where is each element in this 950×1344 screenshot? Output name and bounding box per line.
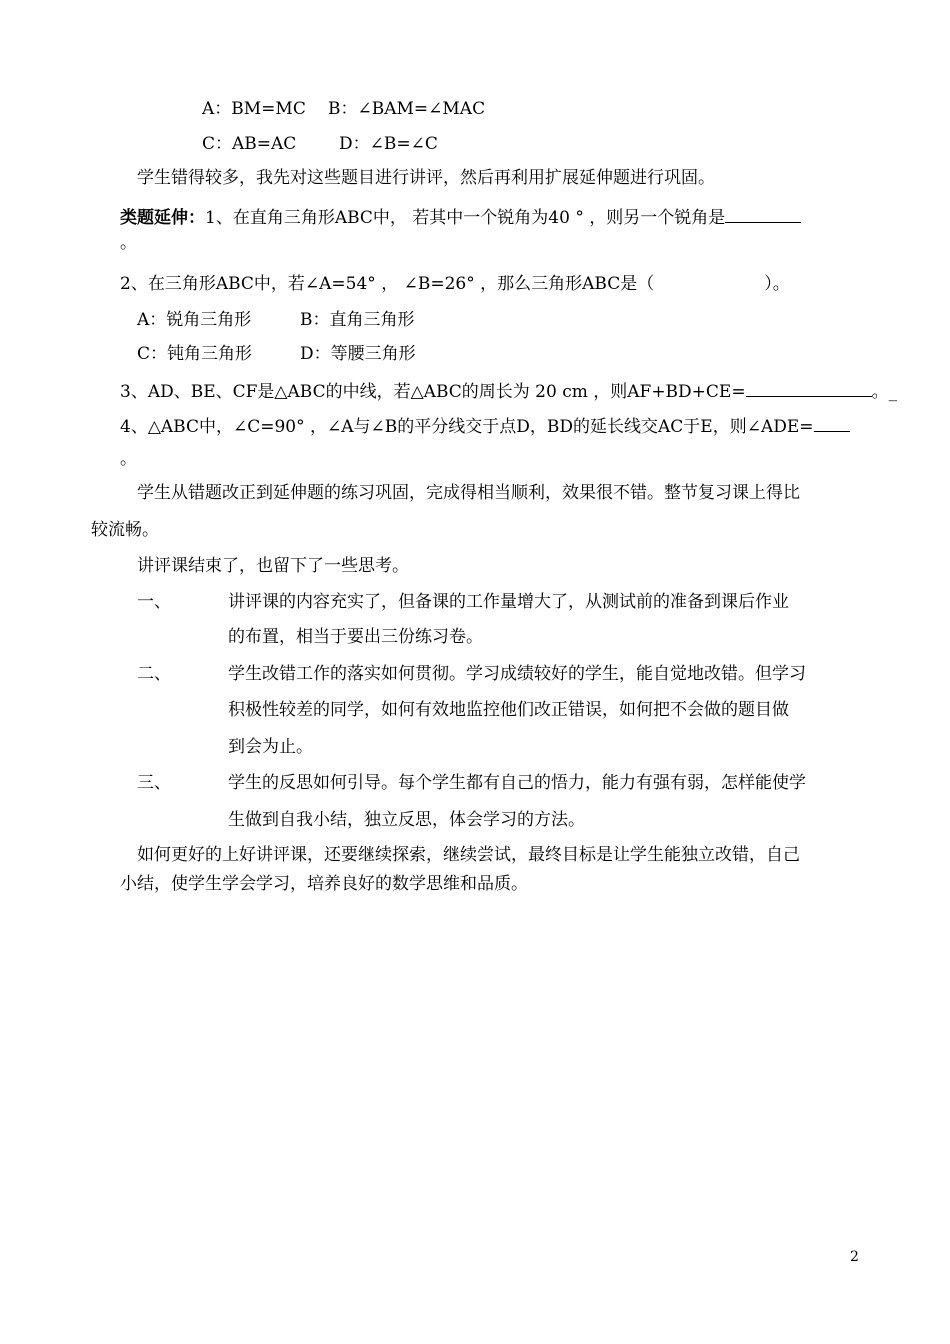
- q3-answer-blank: [746, 380, 872, 397]
- q2-option-d: D：等腰三角形: [300, 344, 416, 364]
- thought-number: 二、: [137, 664, 171, 684]
- final-paragraph-line1: 如何更好的上好讲评课，还要继续探索，继续尝试，最终目标是让学生能独立改错，自己: [137, 845, 800, 865]
- thought-line: 生做到自我小结，独立反思，体会学习的方法。: [228, 810, 585, 830]
- thought-line: 积极性较差的同学，如何有效地监控他们改正错误，如何把不会做的题目做: [228, 700, 789, 720]
- option-c: C：AB=AC: [202, 134, 297, 154]
- thought-line: 到会为止。: [228, 737, 313, 757]
- result-paragraph-line1: 学生从错题改正到延伸题的练习巩固，完成得相当顺利，效果很不错。整节复习课上得比: [137, 483, 800, 503]
- option-b: B：∠BAM=∠MAC: [328, 99, 486, 119]
- q4-end: 。: [120, 449, 137, 469]
- thought-line: 学生改错工作的落实如何贯彻。学习成绩较好的学生，能自觉地改错。但学习: [228, 664, 806, 684]
- q1-answer-blank: [725, 206, 801, 223]
- q4-answer-blank: [814, 415, 850, 432]
- thought-line: 讲评课的内容充实了，但备课的工作量增大了，从测试前的准备到课后作业: [228, 592, 789, 612]
- option-a: A：BM=MC: [202, 99, 306, 119]
- option-d: D：∠B=∠C: [339, 134, 438, 154]
- extension-q1: [120, 206, 801, 227]
- extension-q2: [120, 276, 790, 293]
- q4-text: 4、△ABC中，∠C=90° ，∠A与∠B的平分线交于点D，BD的延长线交AC于E，则∠ADE=: [120, 417, 814, 437]
- result-paragraph-line2: 较流畅。: [91, 520, 159, 540]
- thought-line: 的布置，相当于要出三份练习卷。: [228, 627, 483, 647]
- q3-end: 。_: [871, 382, 898, 402]
- final-paragraph-line2: 小结，使学生学会学习，培养良好的数学思维和品质。: [120, 874, 528, 894]
- q1-text: 1、在直角三角形ABC中， 若其中一个锐角为40 ° ，则另一个锐角是: [205, 208, 726, 228]
- thought-number: 三、: [137, 773, 171, 793]
- review-paragraph: 学生错得较多，我先对这些题目进行讲评，然后再利用扩展延伸题进行巩固。: [137, 168, 715, 188]
- extension-q4: [120, 415, 850, 436]
- q2-option-b: B：直角三角形: [300, 310, 415, 330]
- page-number: 2: [850, 1249, 859, 1265]
- q3-text: 3、AD、BE、CF是△ABC的中线，若△ABC的周长为 20 cm ，则AF+BD+CE=: [120, 382, 746, 402]
- extension-q3: [120, 380, 897, 401]
- q2-option-c: C：钝角三角形: [137, 344, 253, 364]
- q1-end: 。: [120, 233, 137, 253]
- q2-text: 2、在三角形ABC中，若∠A=54° ， ∠B=26° ，那么三角形ABC是（: [120, 274, 655, 294]
- thought-number: 一、: [137, 592, 171, 612]
- thoughts-intro: 讲评课结束了，也留下了一些思考。: [137, 556, 409, 576]
- extension-heading: 类题延伸：: [120, 208, 205, 228]
- q2-option-a: A：锐角三角形: [137, 310, 252, 330]
- q2-close: ）。: [764, 274, 790, 294]
- thought-line: 学生的反思如何引导。每个学生都有自己的悟力，能力有强有弱，怎样能使学: [228, 773, 806, 793]
